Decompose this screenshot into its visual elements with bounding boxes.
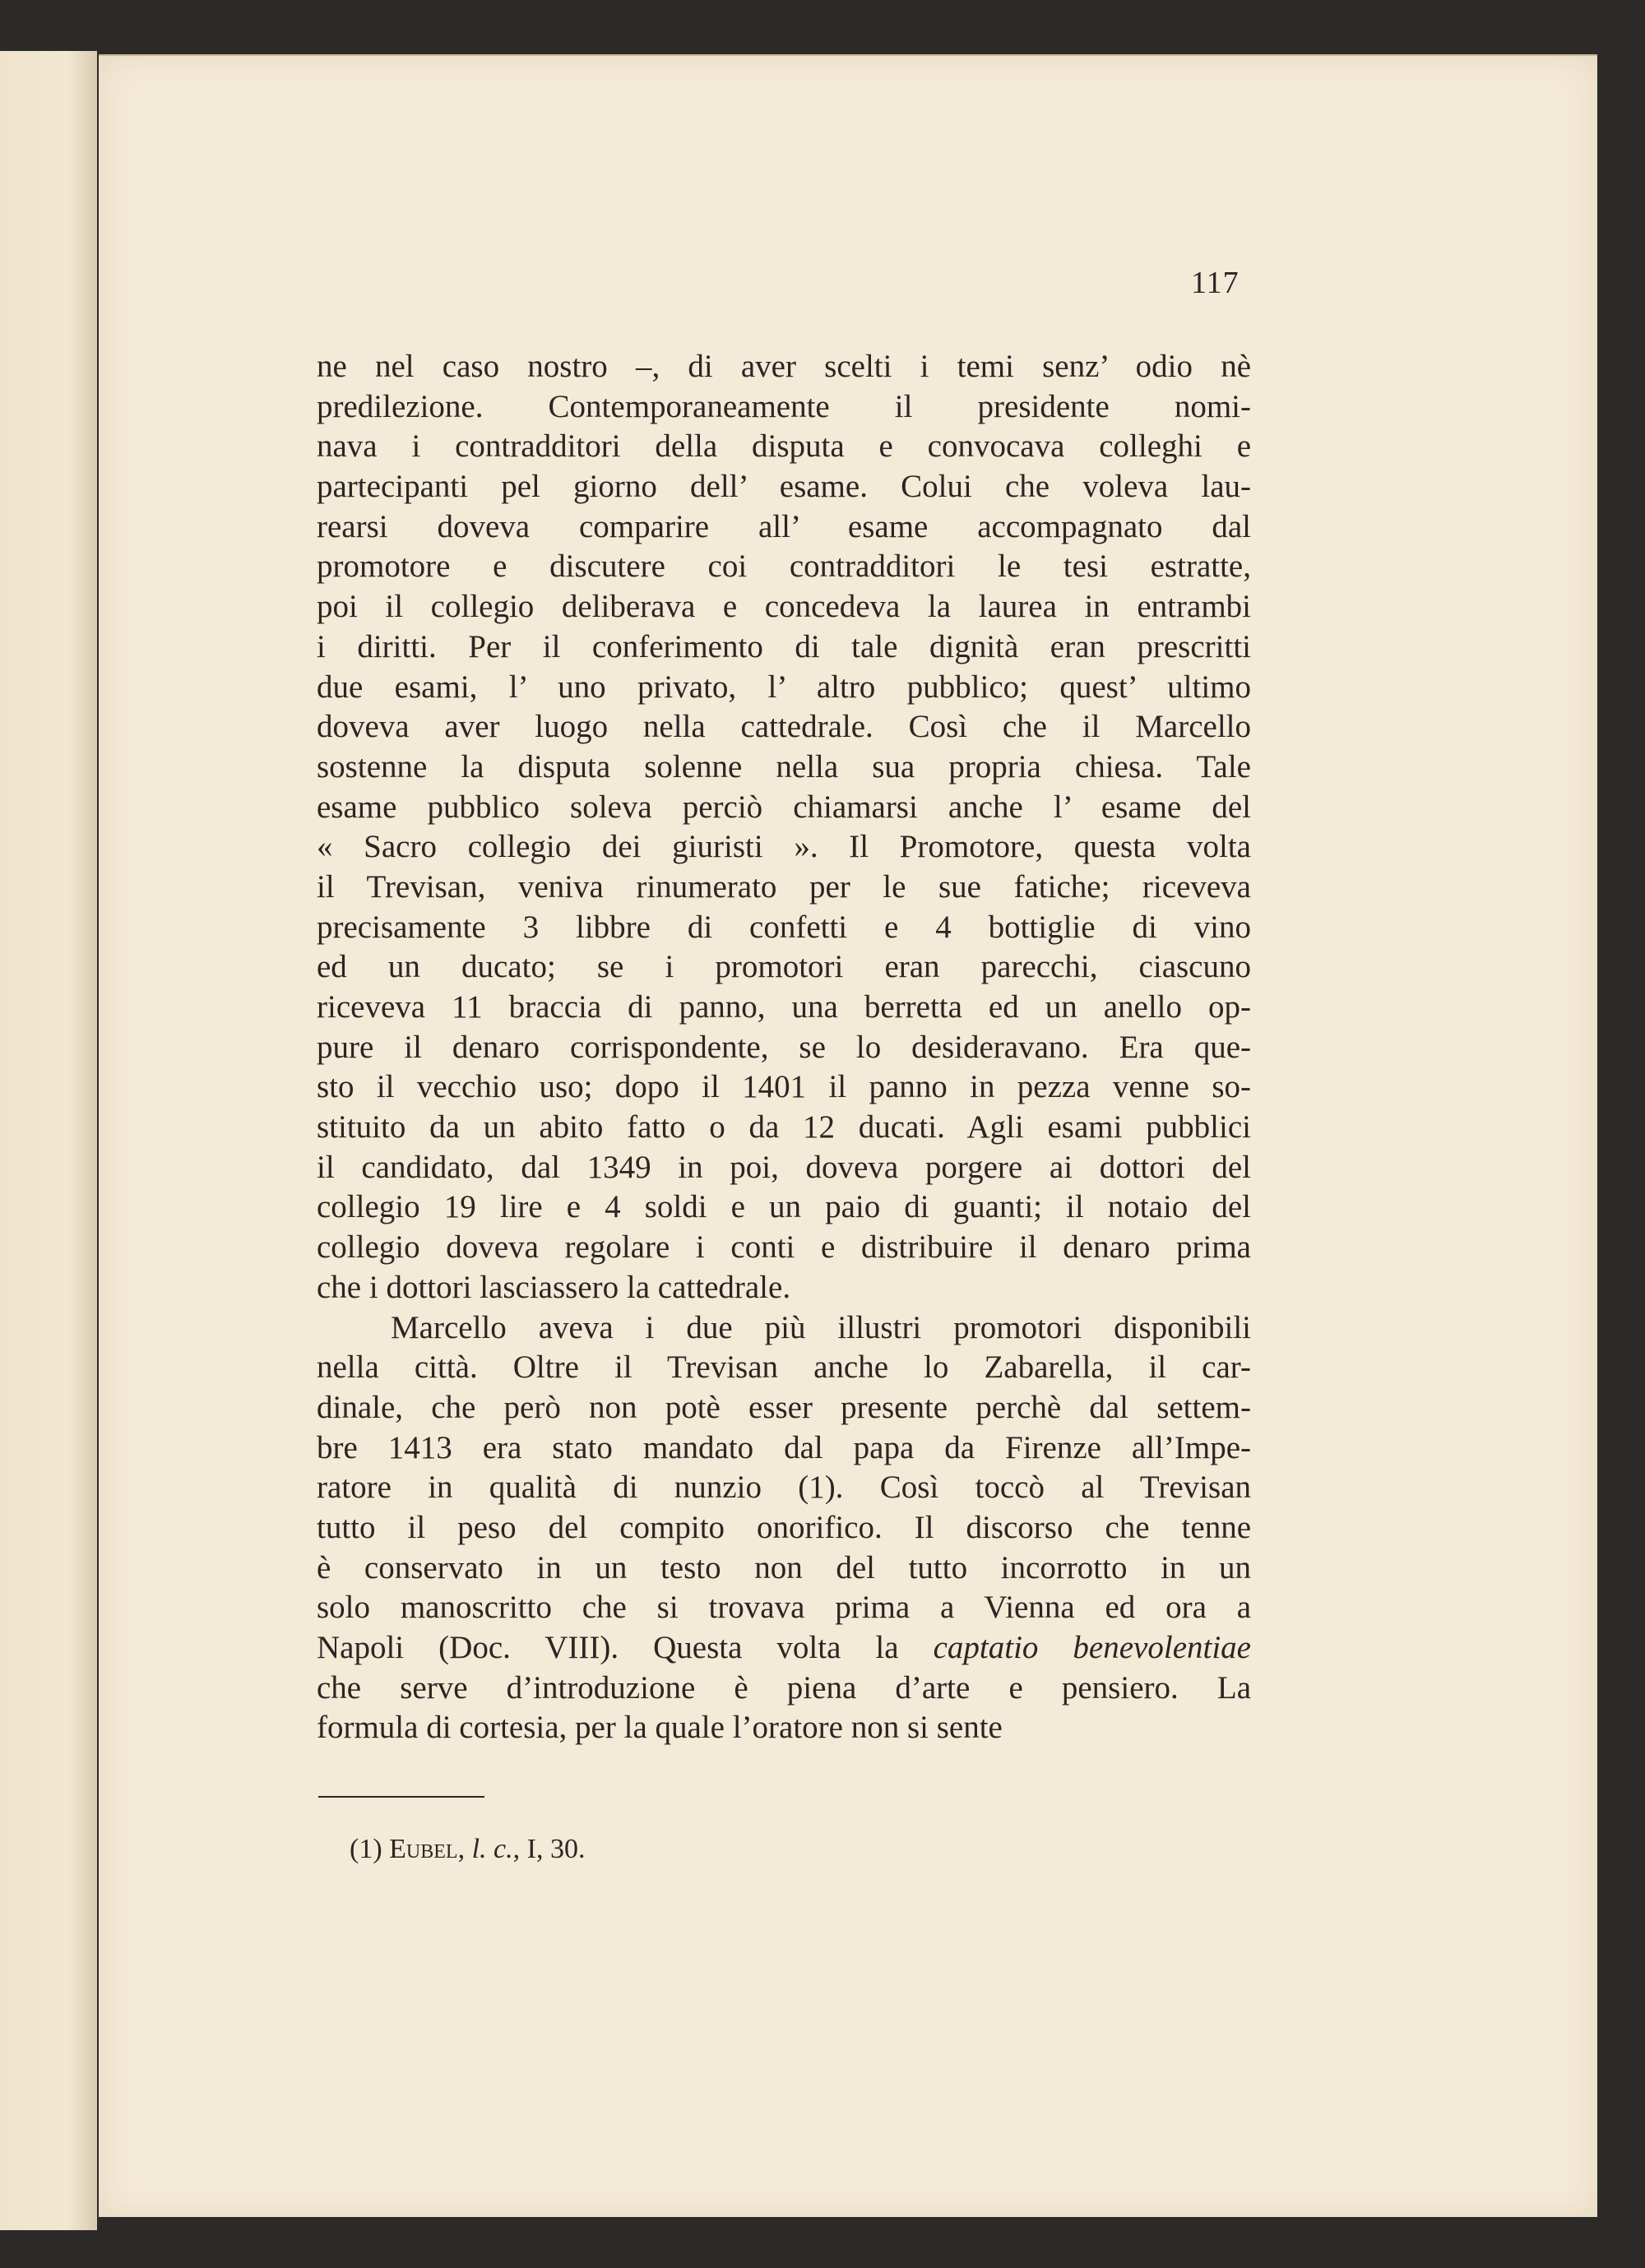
- text-line: due esami, l’ uno privato, l’ altro pubblico; quest’ ultimo: [317, 669, 1251, 705]
- footnote-separator: [318, 1796, 484, 1798]
- footnote-segment: Eubel: [389, 1834, 458, 1864]
- text-line: predilezione. Contemporaneamente il presidente nomi-: [317, 388, 1251, 424]
- text-line: il Trevisan, veniva rinumerato per le sue fatiche; riceveva: [317, 868, 1251, 905]
- text-line: è conservato in un testo non del tutto incorrotto in un: [317, 1549, 1251, 1585]
- paragraph: [317, 347, 1251, 1308]
- footnote-segment: ,: [457, 1834, 472, 1864]
- text-line: precisamente 3 libbre di confetti e 4 bottiglie di vino: [317, 909, 1251, 945]
- text-line: sto il vecchio uso; dopo il 1401 il panno in pezza venne so-: [317, 1069, 1251, 1105]
- text-line: promotore e discutere coi contradditori le tesi estratte,: [317, 548, 1251, 585]
- paragraph: [317, 1308, 1251, 1749]
- footnote-segment: l. c.: [471, 1834, 513, 1864]
- text-line: poi il collegio deliberava e concedeva la laurea in entrambi: [317, 589, 1251, 625]
- text-segment: Napoli (Doc. VIII). Questa volta la: [317, 1630, 934, 1665]
- text-line: collegio doveva regolare i conti e distribuire il denaro prima: [317, 1229, 1251, 1266]
- text-line: nella città. Oltre il Trevisan anche lo Zabarella, il car-: [317, 1349, 1251, 1386]
- text-line: che i dottori lasciassero la cattedrale.: [317, 1269, 791, 1305]
- text-line: pure il denaro corrispondente, se lo desideravano. Era que-: [317, 1029, 1251, 1065]
- text-line: il candidato, dal 1349 in poi, doveva porgere ai dottori del: [317, 1149, 1251, 1185]
- text-line: Marcello aveva i due più illustri promotori disponibili: [391, 1309, 1251, 1345]
- text-line: ed un ducato; se i promotori eran parecchi, ciascuno: [317, 949, 1251, 985]
- text-line: collegio 19 lire e 4 soldi e un paio di guanti; il notaio del: [317, 1189, 1251, 1225]
- text-line: che serve d’introduzione è piena d’arte e pensiero. La: [317, 1669, 1251, 1706]
- footnote-segment: (1): [350, 1834, 390, 1864]
- facing-page-edge: [0, 51, 97, 2230]
- text-line: bre 1413 era stato mandato dal papa da Firenze all’Impe-: [317, 1429, 1251, 1465]
- footnote-segment: , I, 30.: [512, 1834, 586, 1864]
- text-line: rearsi doveva comparire all’ esame accompagnato dal: [317, 508, 1251, 544]
- text-line: nava i contradditori della disputa e convocava colleghi e: [317, 428, 1251, 465]
- text-line: sostenne la disputa solenne nella sua propria chiesa. Tale: [317, 748, 1251, 785]
- text-line: formula di cortesia, per la quale l’oratore non si sente: [317, 1710, 1003, 1746]
- text-line: i diritti. Per il conferimento di tale dignità eran prescritti: [317, 628, 1251, 664]
- footnote: [350, 1834, 585, 1865]
- text-line: tutto il peso del compito onorifico. Il discorso che tenne: [317, 1509, 1251, 1545]
- text-line: riceveva 11 braccia di panno, una berretta ed un anello op-: [317, 989, 1251, 1025]
- body-text: [317, 347, 1251, 1748]
- italic-text: captatio benevolentiae: [933, 1630, 1251, 1665]
- text-line: partecipanti pel giorno dell’ esame. Colui che voleva lau-: [317, 469, 1251, 505]
- text-line: solo manoscritto che si trovava prima a Vienna ed ora a: [317, 1590, 1251, 1626]
- text-line: doveva aver luogo nella cattedrale. Così che il Marcello: [317, 709, 1251, 745]
- text-line: ne nel caso nostro –, di aver scelti i temi senz’ odio nè: [317, 349, 1251, 384]
- text-line: « Sacro collegio dei giuristi ». Il Promotore, questa volta: [317, 829, 1251, 865]
- page-number: 117: [1191, 266, 1240, 300]
- text-line: esame pubblico soleva perciò chiamarsi anche l’ esame del: [317, 789, 1251, 825]
- text-line: dinale, che però non potè esser presente perchè dal settem-: [317, 1389, 1251, 1425]
- text-line: stituito da un abito fatto o da 12 ducati. Agli esami pubblici: [317, 1109, 1251, 1146]
- text-line: [317, 1628, 1251, 1669]
- text-line: ratore in qualità di nunzio (1). Così toccò al Trevisan: [317, 1470, 1251, 1506]
